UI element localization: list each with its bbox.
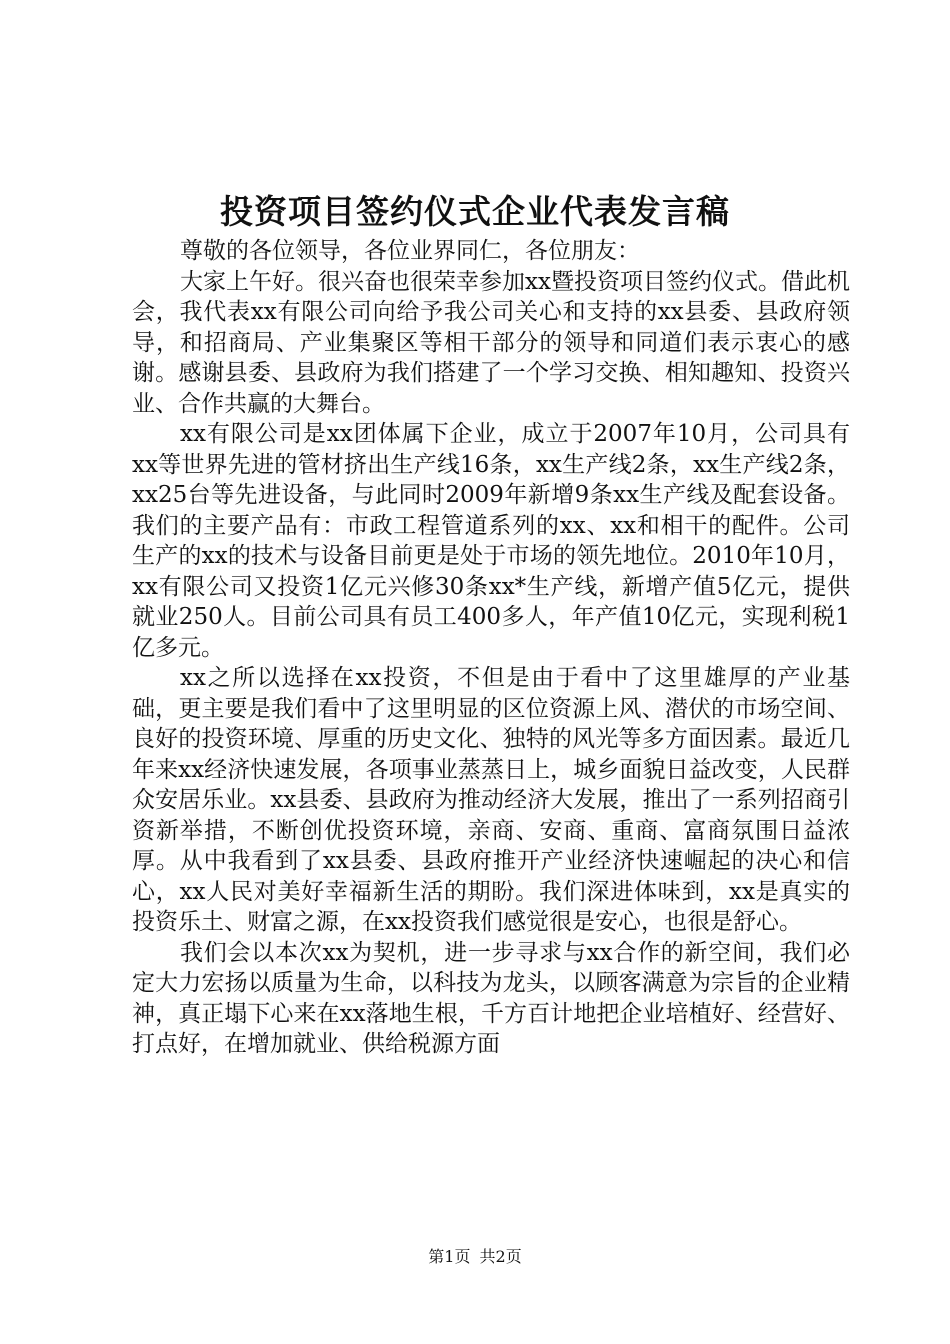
page-total: 共2页 [479, 1247, 522, 1266]
paragraph-4: 我们会以本次xx为契机，进一步寻求与xx合作的新空间，我们必定大力宏扬以质量为生命，以科技为龙头，以顾客满意为宗旨的企业精神，真正塌下心来在xx落地生根，千方百计地把企业培植好、经营好、打点好，在增加就业、供给税源方面 [132, 939, 850, 1057]
greeting: 尊敬的各位领导，各位业界同仁，各位朋友： [180, 238, 640, 264]
page-footer [0, 1244, 950, 1267]
paragraph-1: 大家上午好。很兴奋也很荣幸参加xx暨投资项目签约仪式。借此机会，我代表xx有限公司向给予我公司关心和支持的xx县委、县政府领导，和招商局、产业集聚区等相干部分的领导和同道们表示衷心的感谢。感谢县委、县政府为我们搭建了一个学习交换、相知趣知、投资兴业、合作共赢的大舞台。 [132, 268, 850, 417]
paragraph-2: xx有限公司是xx团体属下企业，成立于2007年10月，公司具有xx等世界先进的管材挤出生产线16条，xx生产线2条，xx生产线2条，xx25台等先进设备，与此同时2009年新增9条xx生产线及配套设备。我们的主要产品有：市政工程管道系列的xx、xx和相干的配件。公司生产的xx的技术与设备目前更是处于市场的领先地位。2010年10月，xx有限公司又投资1亿元兴修30条xx*生产线，新增产值5亿元，提供就业250人。目前公司具有员工400多人，年产值10亿元，实现利税1亿多元。 [132, 421, 850, 661]
page-number: 第1页 [428, 1247, 471, 1266]
paragraph-3: xx之所以选择在xx投资，不但是由于看中了这里雄厚的产业基础，更主要是我们看中了这里明显的区位资源上风、潜伏的市场空间、良好的投资环境、厚重的历史文化、独特的风光等多方面因素。最近几年来xx经济快速发展，各项事业蒸蒸日上，城乡面貌日益改变，人民群众安居乐业。xx县委、县政府为推动经济大发展，推出了一系列招商引资新举措，不断创优投资环境，亲商、安商、重商、富商氛围日益浓厚。从中我看到了xx县委、县政府推开产业经济快速崛起的决心和信心，xx人民对美好幸福新生活的期盼。我们深进体味到，xx是真实的投资乐土、财富之源，在xx投资我们感觉很是安心，也很是舒心。 [132, 665, 850, 935]
document-body [132, 236, 850, 1060]
document-title: 投资项目签约仪式企业代表发言稿 [220, 192, 730, 231]
